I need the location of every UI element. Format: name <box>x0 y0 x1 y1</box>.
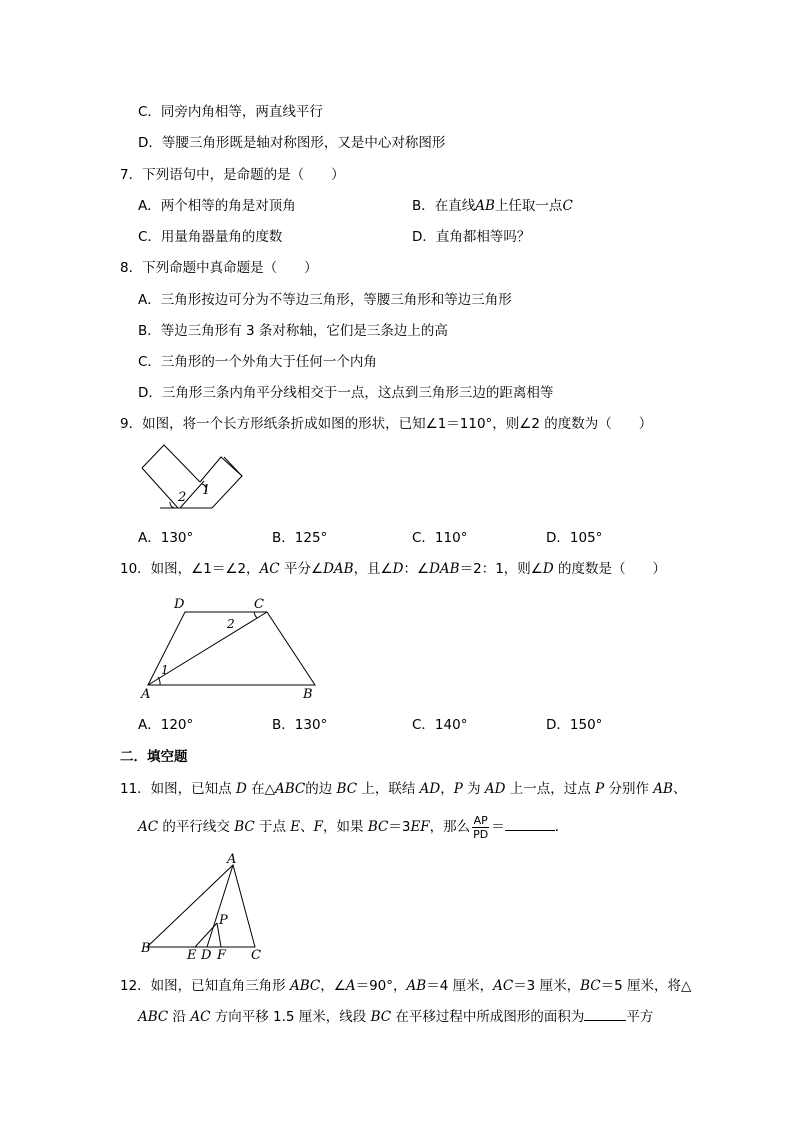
q11-label-f: F <box>217 948 227 963</box>
q11-figure <box>135 848 275 963</box>
q9-angle-2-label: 2 <box>178 490 187 505</box>
q12-answer-blank[interactable] <box>584 1020 626 1021</box>
q12-line-2: ABC 沿 AC 方向平移 1.5 厘米，线段 BC 在平移过程中所成图形的面积为 平方 <box>138 1009 654 1025</box>
q7-stem: 7．下列语句中，是命题的是（ ） <box>120 167 345 183</box>
q7-option-b: B．在直线AB上任取一点C <box>412 198 573 214</box>
q11-line-2: AC 的平行线交 BC 于点 E、F，如果 BC＝3EF，那么 $\frac{AP}{PD}$ ＝ ． <box>138 813 569 841</box>
q9-option-b: B．125° <box>272 530 328 546</box>
q9-figure <box>140 440 250 520</box>
q10-label-b: B <box>303 687 313 702</box>
q7-option-c: C．用量角器量角的度数 <box>138 229 283 245</box>
q8-option-a: A．三角形按边可分为不等边三角形，等腰三角形和等边三角形 <box>138 292 512 308</box>
q11-label-d: D <box>201 948 212 963</box>
q6-option-d: D．等腰三角形既是轴对称图形，又是中心对称图形 <box>138 135 446 151</box>
q11-label-c: C <box>251 948 261 963</box>
q11-line-1: 11．如图，已知点 D 在△ABC的边 BC 上，联结 AD，P 为 AD 上一点，过点 P 分别作 AB、 <box>120 781 687 797</box>
q10-label-c: C <box>254 597 264 612</box>
q9-stem: 9．如图，将一个长方形纸条折成如图的形状，已知∠1＝110°，则∠2 的度数为（ ） <box>120 416 653 432</box>
q10-angle-1-label: 1 <box>161 663 169 677</box>
q6-option-c: C．同旁内角相等，两直线平行 <box>138 104 323 120</box>
q11-label-e: E <box>187 948 197 963</box>
q12-line-1: 12．如图，已知直角三角形 ABC，∠A＝90°，AB＝4 厘米，AC＝3 厘米，BC＝5 厘米，将△ <box>120 978 692 994</box>
q7-option-d: D．直角都相等吗？ <box>412 229 531 245</box>
q7-option-a: A．两个相等的角是对顶角 <box>138 198 296 214</box>
q10-figure <box>140 590 330 705</box>
q11-fraction: $\frac{AP}{PD}$ <box>473 813 489 841</box>
q10-option-b: B．130° <box>272 717 328 733</box>
q9-option-c: C．110° <box>412 530 468 546</box>
q9-angle-1-label: 1 <box>202 483 211 498</box>
q11-label-b: B <box>141 941 151 956</box>
q10-option-a: A．120° <box>138 717 194 733</box>
q8-stem: 8．下列命题中真命题是（ ） <box>120 260 318 276</box>
q10-label-a: A <box>141 687 151 702</box>
q9-option-a: A．130° <box>138 530 194 546</box>
q10-option-d: D．150° <box>546 717 603 733</box>
q8-option-d: D．三角形三条内角平分线相交于一点，这点到三角形三边的距离相等 <box>138 385 554 401</box>
q10-stem: 10．如图，∠1＝∠2，AC 平分∠DAB，且∠D：∠DAB＝2：1，则∠D 的度数是（ ） <box>120 561 667 577</box>
q8-option-c: C．三角形的一个外角大于任何一个内角 <box>138 354 377 370</box>
q8-option-b: B．等边三角形有 3 条对称轴，它们是三条边上的高 <box>138 323 448 339</box>
q11-label-p: P <box>219 913 228 928</box>
q10-label-d: D <box>174 597 185 612</box>
q9-option-d: D．105° <box>546 530 603 546</box>
section-fill-in-title: 二．填空题 <box>120 749 188 765</box>
q10-option-c: C．140° <box>412 717 468 733</box>
q10-angle-2-label: 2 <box>227 617 235 631</box>
q11-label-a: A <box>227 852 237 867</box>
q11-answer-blank[interactable] <box>505 830 555 831</box>
